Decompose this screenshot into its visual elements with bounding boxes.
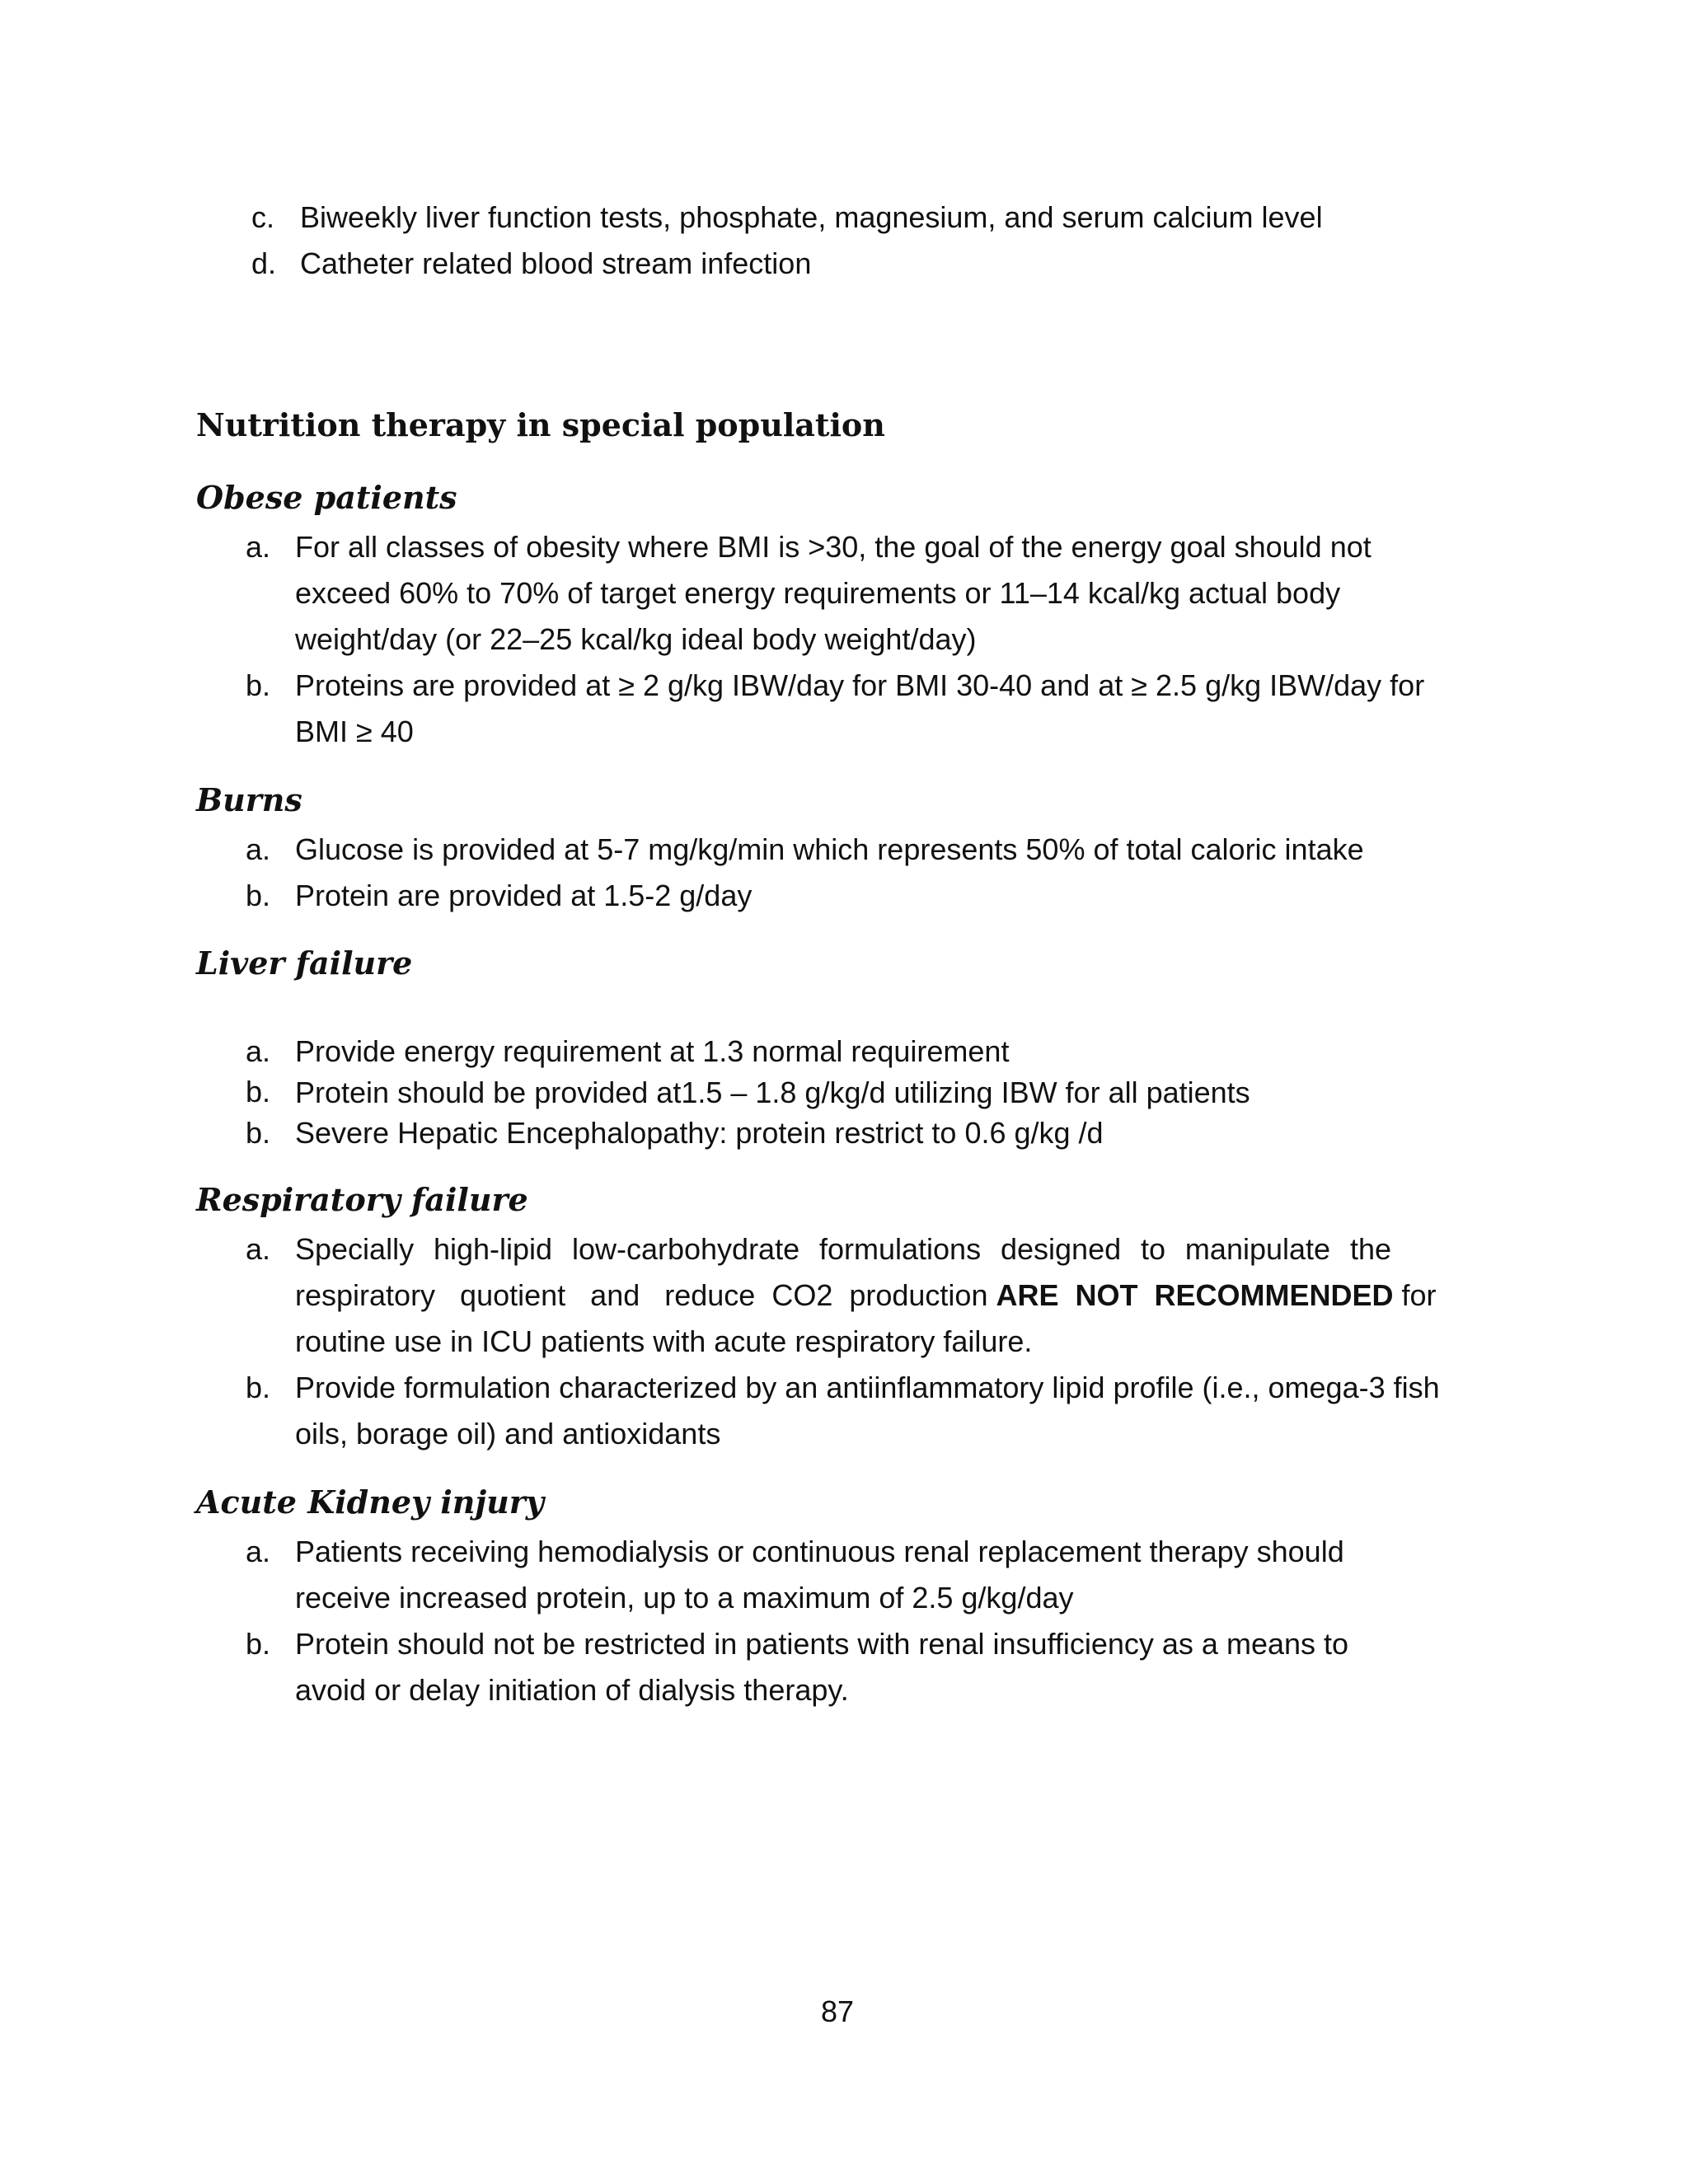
respiratory-item-a-line2	[295, 1272, 1437, 1319]
burns-heading: Burns	[196, 781, 302, 818]
obese-item-a-line3: weight/day (or 22–25 kcal/kg ideal body weight/day)	[295, 622, 977, 656]
obese-item-b-line2: BMI ≥ 40	[295, 715, 414, 748]
page-number: 87	[821, 1994, 855, 2028]
obese-item-a-line2: exceed 60% to 70% of target energy requirements or 11–14 kcal/kg actual body	[295, 576, 1341, 610]
kidney-item-b-line2: avoid or delay initiation of dialysis therapy.	[295, 1673, 849, 1707]
respiratory-item-a-line2-start: respiratory quotient and reduce CO2 production	[295, 1278, 996, 1312]
liver-marker-a: a.	[246, 1034, 271, 1068]
list-item-text: Biweekly liver function tests, phosphate, magnesium, and serum calcium level	[300, 200, 1323, 234]
burns-marker-a: a.	[246, 832, 271, 866]
list-marker: d.	[251, 246, 277, 280]
respiratory-item-b-line1: Provide formulation characterized by an antiinflammatory lipid profile (i.e., omega-3 fish	[295, 1371, 1440, 1404]
obese-item-b-line1: Proteins are provided at ≥ 2 g/kg IBW/day for BMI 30-40 and at ≥ 2.5 g/kg IBW/day for	[295, 668, 1425, 702]
kidney-marker-a: a.	[246, 1535, 271, 1568]
respiratory-heading: Respiratory failure	[196, 1181, 528, 1218]
kidney-item-a-line2: receive increased protein, up to a maximum of 2.5 g/kg/day	[295, 1581, 1074, 1615]
liver-item-a: Provide energy requirement at 1.3 normal requirement	[295, 1034, 1010, 1068]
list-item	[251, 194, 274, 241]
liver-heading: Liver failure	[196, 944, 413, 982]
kidney-marker-b: b.	[246, 1627, 271, 1661]
obese-heading: Obese patients	[196, 479, 457, 516]
not-recommended-emphasis: ARE NOT RECOMMENDED	[996, 1278, 1394, 1312]
obese-marker-b: b.	[246, 668, 271, 702]
liver-marker-b: b.	[246, 1075, 271, 1108]
respiratory-item-a-line2-end: for	[1393, 1278, 1437, 1312]
section-title: Nutrition therapy in special population	[196, 406, 885, 443]
kidney-item-b-line1: Protein should not be restricted in patients with renal insufficiency as a means to	[295, 1627, 1349, 1661]
list-item	[251, 241, 276, 287]
burns-item-b: Protein are provided at 1.5-2 g/day	[295, 879, 753, 912]
list-item-text: Catheter related blood stream infection	[300, 246, 812, 280]
liver-item-c: Severe Hepatic Encephalopathy: protein restrict to 0.6 g/kg /d	[295, 1116, 1104, 1150]
kidney-item-a-line1: Patients receiving hemodialysis or continuous renal replacement therapy should	[295, 1535, 1344, 1568]
burns-item-a: Glucose is provided at 5-7 mg/kg/min which represents 50% of total caloric intake	[295, 832, 1364, 866]
respiratory-marker-b: b.	[246, 1371, 271, 1404]
liver-marker-c: b.	[246, 1116, 271, 1150]
respiratory-item-a-line1: Specially high-lipid low-carbohydrate formulations designed to manipulate the	[295, 1232, 1391, 1266]
respiratory-marker-a: a.	[246, 1232, 271, 1266]
burns-marker-b: b.	[246, 879, 271, 912]
respiratory-item-a-line3: routine use in ICU patients with acute respiratory failure.	[295, 1324, 1033, 1358]
obese-item-a-line1: For all classes of obesity where BMI is >30, the goal of the energy goal should not	[295, 530, 1372, 564]
kidney-heading: Acute Kidney injury	[196, 1483, 544, 1521]
respiratory-item-b-line2: oils, borage oil) and antioxidants	[295, 1417, 721, 1451]
obese-marker-a: a.	[246, 530, 271, 564]
list-marker: c.	[251, 200, 275, 234]
liver-item-b: Protein should be provided at1.5 – 1.8 g/kg/d utilizing IBW for all patients	[295, 1076, 1250, 1109]
